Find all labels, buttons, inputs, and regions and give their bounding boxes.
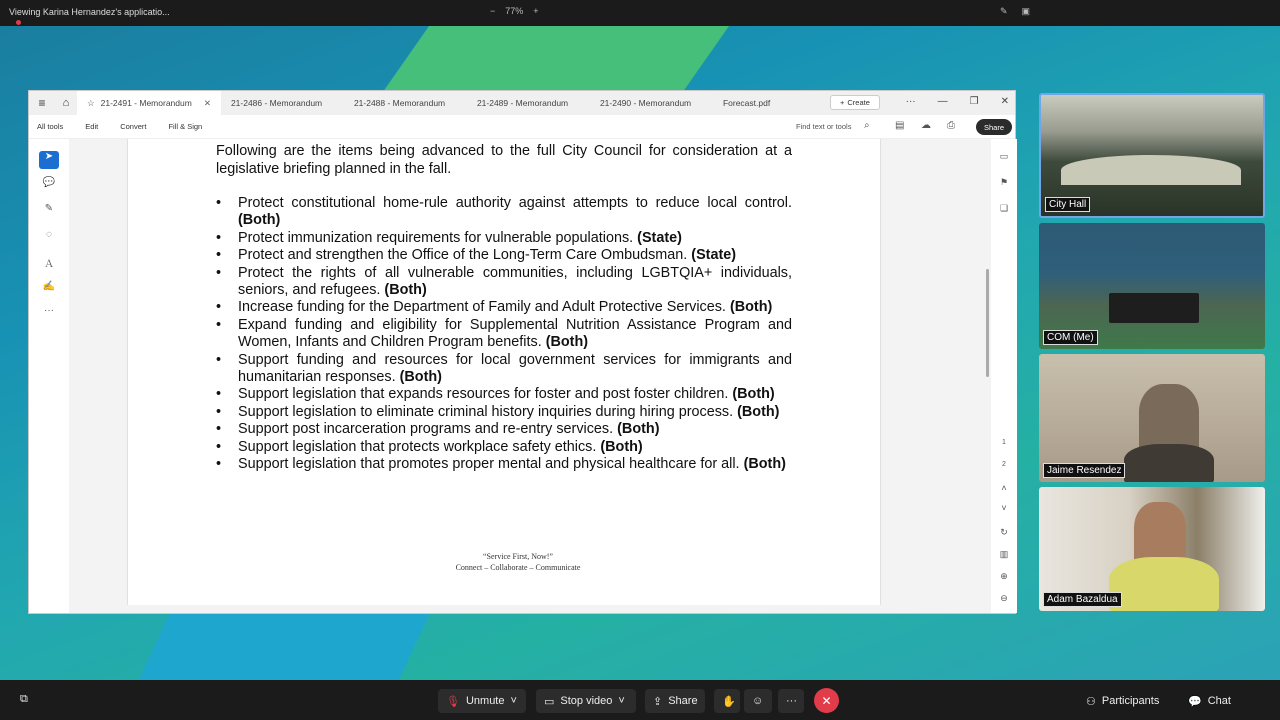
left-tool-rail: [29, 139, 69, 613]
tab-label: 21-2490 - Memorandum: [599, 98, 692, 108]
close-tab-icon[interactable]: ✕: [203, 97, 211, 108]
video-tile[interactable]: [1039, 223, 1265, 349]
more-icon: ···: [786, 695, 797, 707]
share-screen-icon: ⇪: [653, 695, 663, 708]
item-jurisdiction-tag: (State): [691, 247, 737, 264]
chat-button[interactable]: [1180, 689, 1239, 713]
upload-cloud-icon[interactable]: ☁: [921, 120, 931, 131]
muted-mic-icon: 🎙: [446, 695, 460, 708]
zoom-in-button[interactable]: +: [533, 6, 539, 16]
list-item: [238, 299, 792, 316]
participants-button[interactable]: [1078, 689, 1167, 713]
hamburger-menu-icon[interactable]: ≡: [38, 96, 46, 110]
pages-panel-icon[interactable]: ❏: [999, 203, 1009, 213]
list-item: [238, 386, 792, 403]
list-item: [238, 195, 792, 230]
page-footer: [388, 551, 648, 573]
item-jurisdiction-tag: (Both): [737, 403, 780, 420]
document-viewport[interactable]: [69, 139, 985, 613]
smiley-icon: ☺: [752, 695, 764, 707]
item-jurisdiction-tag: (Both): [600, 438, 643, 455]
item-text: Support funding and resources for local government services for immigrants and humanitarian responses.: [238, 351, 792, 386]
stop-video-button[interactable]: [536, 689, 636, 713]
chevron-down-icon[interactable]: ˅: [510, 695, 517, 707]
tab-label: 21-2486 - Memorandum: [230, 98, 323, 108]
top-status-bar: [0, 0, 1280, 26]
item-jurisdiction-tag: (Both): [399, 369, 442, 386]
pdf-viewer-window: [28, 90, 1016, 614]
list-item: [238, 404, 792, 421]
chevron-up-icon[interactable]: ˄: [1001, 483, 1007, 493]
item-text: Support legislation that promotes proper mental and physical healthcare for all.: [238, 456, 740, 473]
select-cursor-icon[interactable]: ➤: [39, 151, 59, 169]
item-text: Support post incarceration programs and re-entry services.: [238, 421, 614, 438]
item-text: Protect constitutional home-rule authority against attempts to reduce local control.: [238, 195, 792, 211]
item-jurisdiction-tag: (Both): [743, 456, 786, 473]
menu-fill-sign[interactable]: Fill & Sign: [168, 122, 203, 131]
tab-21-2486[interactable]: [221, 91, 344, 115]
create-label: Create: [847, 98, 870, 107]
menu-convert[interactable]: Convert: [120, 122, 147, 131]
share-button[interactable]: [645, 689, 705, 713]
share-label: Share: [668, 695, 698, 707]
participants-label: Participants: [1101, 695, 1160, 707]
video-tile[interactable]: [1039, 93, 1265, 218]
item-text: Expand funding and eligibility for Supplemental Nutrition Assistance Program and Women, Infants and Children Program benefits.: [238, 316, 792, 351]
find-tools-field[interactable]: Find text or tools: [796, 122, 852, 131]
participant-name: COM (Me): [1043, 330, 1098, 345]
window-controls: [906, 96, 1009, 107]
menu-all-tools[interactable]: All tools: [37, 122, 64, 131]
text-box-icon[interactable]: Ａ: [44, 259, 54, 270]
tab-21-2488[interactable]: [344, 91, 467, 115]
list-item: [238, 352, 792, 387]
tab-forecast[interactable]: [713, 91, 836, 115]
chevron-down-icon[interactable]: ˅: [618, 695, 625, 707]
page-fit-icon[interactable]: ▥: [999, 549, 1009, 559]
item-jurisdiction-tag: (Both): [384, 282, 427, 299]
reactions-button[interactable]: [744, 689, 772, 713]
tab-label: Forecast.pdf: [722, 98, 771, 108]
item-text: Support legislation that protects workplace safety ethics.: [238, 438, 597, 455]
leave-meeting-button[interactable]: [814, 688, 839, 713]
save-icon[interactable]: ▤: [895, 120, 905, 131]
video-camera-icon: ▭: [544, 695, 555, 708]
more-options-icon[interactable]: ···: [905, 96, 916, 107]
close-window-icon[interactable]: ✕: [1000, 96, 1009, 107]
item-text: Protect the rights of all vulnerable communities, including LGBTQIA+ individuals, seniors, and refugees.: [238, 264, 792, 299]
intro-paragraph: Following are the items being advanced to the full City Council for consideration at a legislative briefing planned in the fall.: [216, 143, 792, 177]
zoom-in-icon[interactable]: ⊕: [1000, 571, 1008, 581]
bookmark-icon[interactable]: ⚑: [999, 177, 1009, 187]
footer-slogan: “Service First, Now!”: [483, 552, 553, 561]
item-jurisdiction-tag: (Both): [238, 212, 281, 229]
video-tile[interactable]: [1039, 487, 1265, 611]
lasso-icon[interactable]: ◌: [46, 229, 52, 240]
podium: [1109, 293, 1199, 323]
restore-icon[interactable]: ❐: [969, 96, 979, 107]
pen-icon[interactable]: ✎: [44, 203, 54, 214]
item-jurisdiction-tag: (Both): [545, 334, 589, 351]
item-jurisdiction-tag: (Both): [729, 299, 773, 316]
search-icon[interactable]: ⌕: [864, 120, 870, 131]
item-jurisdiction-tag: (Both): [617, 421, 660, 438]
list-item: [238, 265, 792, 300]
zoom-level: 77%: [505, 6, 524, 16]
item-text: Protect immunization requirements for vulnerable populations.: [238, 229, 634, 246]
tab-label: 21-2489 - Memorandum: [476, 98, 569, 108]
raise-hand-button[interactable]: [714, 689, 740, 713]
page-number-1[interactable]: 1: [1002, 439, 1006, 446]
scrollbar-thumb[interactable]: [986, 269, 989, 377]
list-item: [238, 317, 792, 352]
footer-tagline: Connect – Collaborate – Communicate: [455, 563, 581, 572]
comments-panel-icon[interactable]: ▭: [999, 151, 1009, 161]
viewing-label: Viewing Karina Hernandez's applicatio...: [9, 7, 170, 17]
close-icon: ✕: [821, 693, 832, 708]
zoom-out-button[interactable]: −: [490, 6, 496, 16]
unmute-label: Unmute: [465, 695, 505, 707]
participant-name: City Hall: [1045, 197, 1090, 212]
participant-shirt: [1124, 444, 1214, 482]
unmute-button[interactable]: [438, 689, 526, 713]
list-item: [238, 421, 792, 438]
participant-name: Jaime Resendez: [1043, 463, 1125, 478]
people-icon: ⚇: [1086, 695, 1096, 708]
comment-icon[interactable]: 💬: [42, 177, 56, 188]
tab-21-2491[interactable]: [77, 91, 221, 115]
zoom-out-icon[interactable]: ⊖: [1000, 593, 1008, 603]
create-button[interactable]: [830, 95, 880, 110]
meeting-controls-bar: [0, 680, 1280, 720]
chat-label: Chat: [1207, 695, 1231, 707]
pdf-page: [127, 139, 881, 605]
share-document-button[interactable]: Share: [976, 119, 1012, 135]
screen-share-area: [0, 26, 1280, 680]
list-item: [238, 456, 792, 473]
more-button[interactable]: [778, 689, 804, 713]
more-tools-icon[interactable]: ···: [44, 305, 54, 316]
tab-21-2489[interactable]: [467, 91, 590, 115]
stop-video-label: Stop video: [560, 695, 613, 707]
acrobat-toolbar: [29, 115, 1015, 139]
stamp-icon[interactable]: ✍: [42, 281, 56, 292]
chat-bubble-icon: 💬: [1188, 695, 1202, 708]
item-text: Protect and strengthen the Office of the Long-Term Care Ombudsman.: [238, 247, 688, 264]
tab-label: 21-2488 - Memorandum: [353, 98, 446, 108]
video-tile[interactable]: [1039, 354, 1265, 482]
page-number-2[interactable]: 2: [1002, 461, 1006, 468]
participant-shirt: [1109, 557, 1219, 611]
hand-icon: ✋: [722, 695, 736, 708]
list-item: [238, 230, 792, 247]
item-jurisdiction-tag: (State): [637, 229, 682, 246]
menu-edit[interactable]: Edit: [85, 122, 99, 131]
tab-bar: [29, 91, 1015, 115]
chevron-down-icon[interactable]: ˅: [1001, 503, 1007, 513]
zoom-controls: [490, 6, 539, 16]
list-item: [238, 247, 792, 264]
tab-21-2490[interactable]: [590, 91, 713, 115]
item-text: Support legislation that expands resources for foster and post foster children.: [238, 386, 729, 403]
tab-label: 21-2491 - Memorandum: [100, 98, 192, 108]
rotate-icon[interactable]: ↻: [1000, 527, 1008, 537]
star-icon[interactable]: ☆: [87, 97, 95, 108]
meeting-info-icon[interactable]: ⧉: [20, 693, 28, 705]
annotate-icon[interactable]: ✎: [999, 6, 1008, 16]
print-icon[interactable]: ⎙: [947, 120, 955, 131]
home-icon[interactable]: ⌂: [62, 97, 70, 109]
minimize-icon[interactable]: —: [937, 96, 948, 107]
right-panel-rail: [991, 139, 1017, 613]
view-options-icon[interactable]: ▣: [1021, 6, 1030, 16]
plus-icon: +: [840, 98, 845, 107]
item-text: Support legislation to eliminate criminal history inquiries during hiring process.: [238, 403, 734, 420]
participant-name: Adam Bazaldua: [1043, 592, 1122, 607]
item-jurisdiction-tag: (Both): [732, 386, 775, 403]
council-dais: [1061, 155, 1241, 185]
advocacy-items-list: [238, 195, 792, 474]
list-item: [238, 439, 792, 456]
item-text: Increase funding for the Department of Family and Adult Protective Services.: [238, 299, 726, 316]
